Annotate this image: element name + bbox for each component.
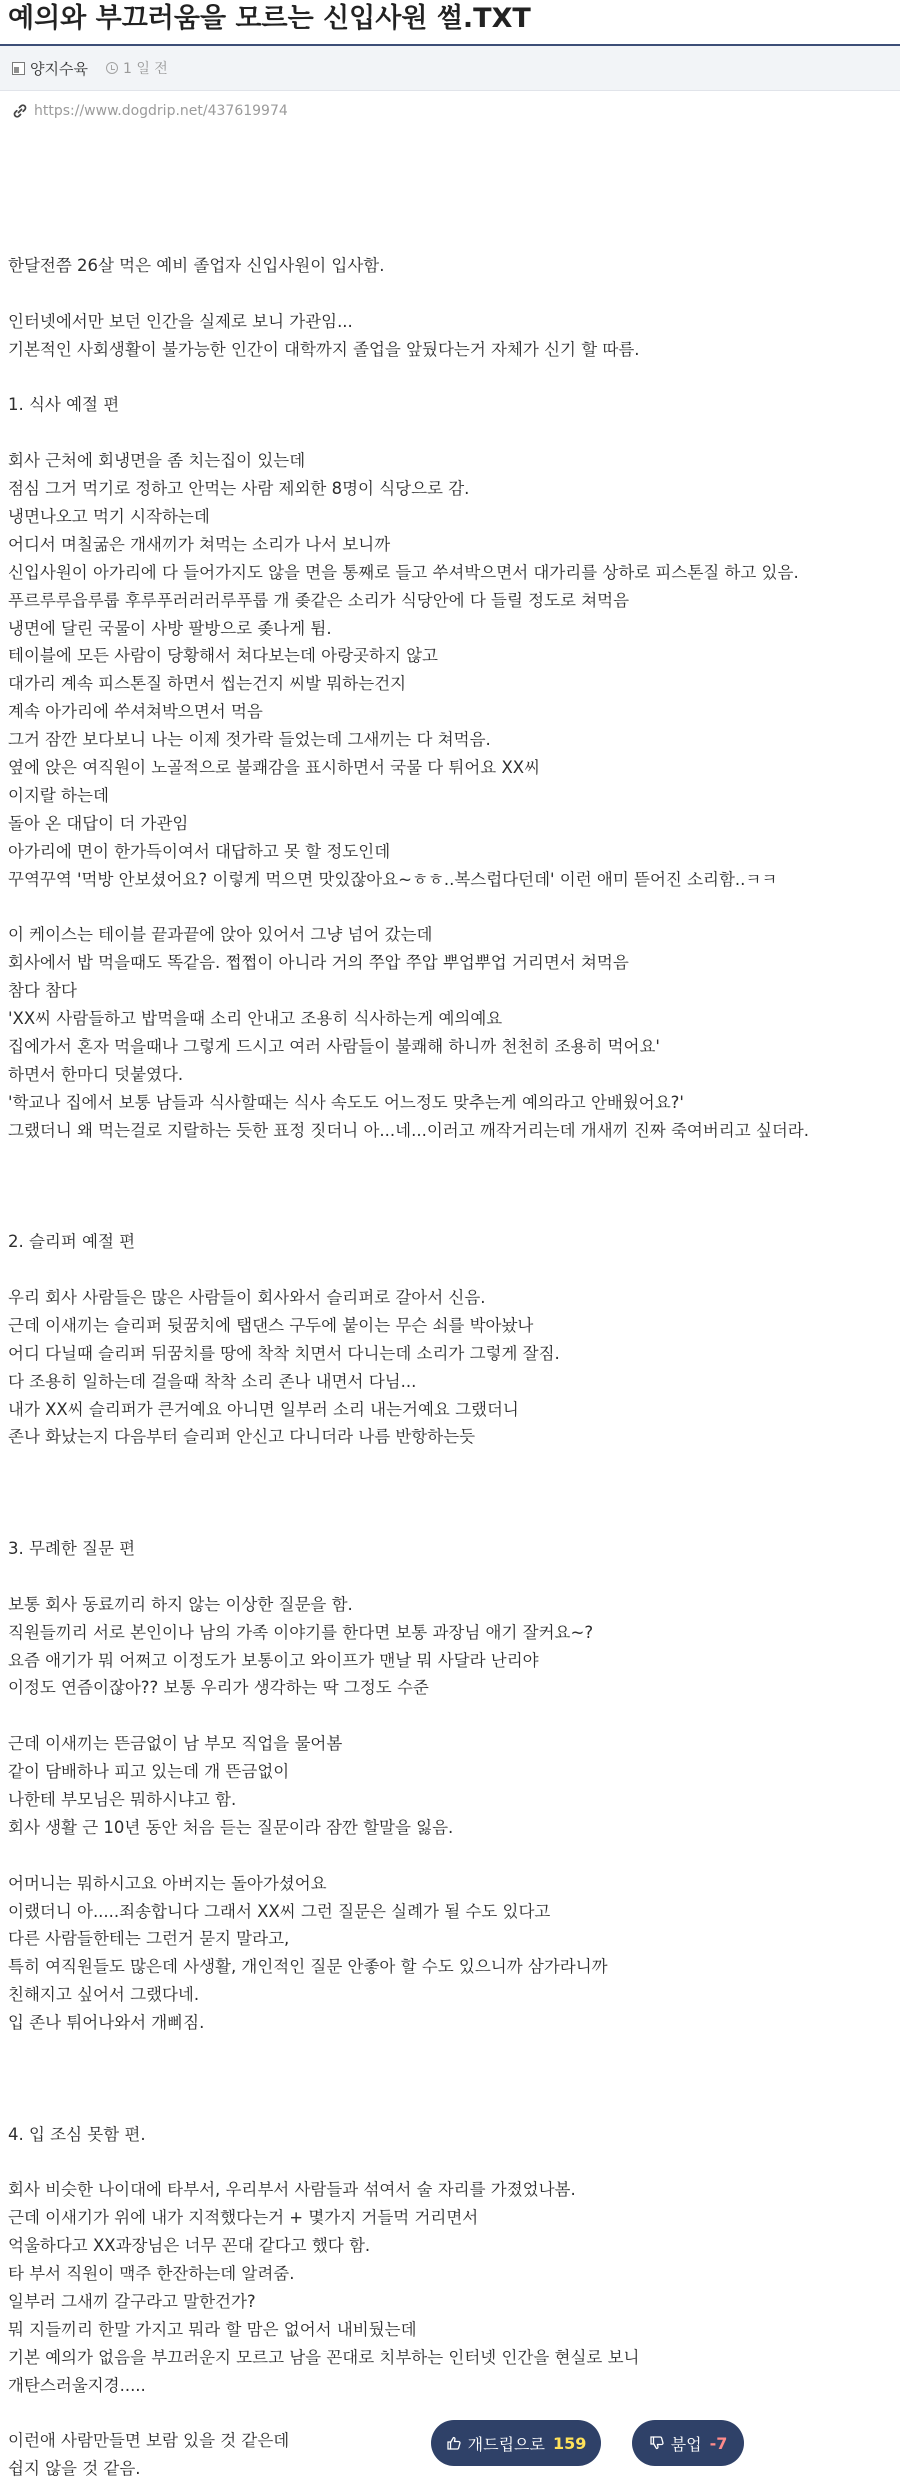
thumbs-down-icon [649,2435,665,2451]
body-line: 1. 식사 예절 편 [8,395,120,415]
clock-icon [106,62,118,74]
body-line: 뭐 지들끼리 한말 가지고 뭐라 할 맘은 없어서 내비뒀는데 [8,2319,417,2339]
body-line [8,1563,900,1591]
body-line [8,1200,900,1228]
body-line: 'XX씨 사람들하고 밥먹을때 소리 안내고 조용히 식사하는게 예의예요 [8,1009,503,1029]
body-line [8,1256,900,1284]
body-line: 이랬더니 아.....죄송합니다 그래서 XX씨 그런 질문은 실례가 될 수도 있다고 [8,1901,551,1921]
author-name: 양지수육 [30,59,88,78]
body-line: 계속 아가리에 쑤셔쳐박으면서 먹음 [8,702,263,722]
body-line: 그거 잠깐 보다보니 나는 이제 젓가락 들었는데 그새끼는 다 쳐먹음. [8,730,491,750]
body-line: 쉽지 않을 것 같음. [8,2459,141,2479]
body-line: 이정도 연즘이잖아?? 보통 우리가 생각하는 딱 그정도 수준 [8,1678,429,1698]
thumbs-up-icon [446,2435,462,2451]
body-line: 대가리 계속 피스톤질 하면서 씹는건지 씨발 뭐하는건지 [8,674,407,694]
body-line [8,419,900,447]
body-line: 억울하다고 XX과장님은 너무 꼰대 같다고 했다 함. [8,2236,371,2256]
body-line: 친해지고 싶어서 그랬다네. [8,1985,200,2005]
body-line: 어디 다닐때 슬리퍼 뒤꿈치를 땅에 착착 치면서 다니는데 소리가 그렇게 잘짐. [8,1343,560,1363]
body-line [8,1479,900,1507]
body-line [8,280,900,308]
body-line: 테이블에 모든 사람이 당황해서 쳐다보는데 아랑곳하지 않고 [8,646,438,666]
body-line [8,1145,900,1173]
body-line: 냉면에 달린 국물이 사방 팔방으로 좆나게 튐. [8,618,332,638]
body-line: 4. 입 조심 못함 편. [8,2124,146,2144]
upvote-count: 159 [552,2433,587,2453]
body-line: 이지랄 하는데 [8,785,109,805]
body-line: 개탄스러울지경..... [8,2375,146,2395]
body-line: 2. 슬리퍼 예절 편 [8,1232,136,1252]
post-time [106,58,168,78]
post-time-text: 1 일 전 [122,61,168,77]
body-line: 아가리에 면이 한가득이여서 대답하고 못 할 정도인데 [8,841,391,861]
upvote-button[interactable] [431,2420,601,2466]
body-line: '학교나 집에서 보통 남들과 식사할때는 식사 속도도 어느정도 맞추는게 예의라고 안배웠어요?' [8,1092,684,1112]
body-line: 근데 이새끼는 뜬금없이 남 부모 직업을 물어봄 [8,1734,343,1754]
body-line: 직원들끼리 서로 본인이나 남의 가족 이야기를 한다면 보통 과장님 애기 잘커요~? [8,1622,594,1642]
body-line [8,1507,900,1535]
body-line: 회사 비슷한 나이대에 타부서, 우리부서 사람들과 섞여서 술 자리를 가졌었나봄. [8,2180,576,2200]
author-link[interactable] [12,58,88,79]
downvote-button[interactable] [632,2420,744,2466]
body-line: 3. 무례한 질문 편 [8,1538,136,1558]
body-line [8,2037,900,2065]
body-line: 기본적인 사회생활이 불가능한 인간이 대학까지 졸업을 앞뒀다는거 자체가 신기 할 따름. [8,339,640,359]
body-line: 회사 근처에 회냉면을 좀 치는집이 있는데 [8,451,306,471]
post-url[interactable]: https://www.dogdrip.net/437619974 [34,103,288,119]
body-line: 돌아 온 대답이 더 가관임 [8,813,189,833]
body-line: 회사 생활 근 10년 동안 처음 듣는 질문이라 잠깐 할말을 잃음. [8,1817,454,1837]
body-line: 인터넷에서만 보던 인간을 실제로 보니 가관임... [8,311,353,331]
body-line [8,1842,900,1870]
body-line: 다른 사람들한테는 그런거 묻지 말라고, [8,1929,290,1949]
body-line: 하면서 한마디 덧붙였다. [8,1064,184,1084]
link-icon [12,103,28,119]
body-line [8,1702,900,1730]
body-line [8,893,900,921]
body-line: 기본 예의가 없음을 부끄러운지 모르고 남을 꼰대로 치부하는 인터넷 인간을 현실로 보니 [8,2347,640,2367]
body-line [8,1451,900,1479]
body-line: 나한테 부모님은 뭐하시냐고 함. [8,1789,237,1809]
post-body [0,131,900,2483]
post-url-row[interactable] [0,91,900,131]
body-line: 꾸역꾸역 '먹방 안보셨어요? 이렇게 먹으면 맛있잖아요~ㅎㅎ..복스럽다던데' 이런 애미 뜯어진 소리함..ㅋㅋ [8,869,778,889]
body-line: 집에가서 혼자 먹을때나 그렇게 드시고 여러 사람들이 불쾌해 하니까 천천히 조용히 먹어요' [8,1036,660,1056]
post-title: 예의와 부끄러움을 모르는 신입사원 썰.TXT [8,3,531,34]
body-line: 신입사원이 아가리에 다 들어가지도 않을 면을 통째로 들고 쑤셔박으면서 대가리를 상하로 피스톤질 하고 있음. [8,562,799,582]
post-meta-bar [0,44,900,91]
body-line: 어디서 며칠굶은 개새끼가 쳐먹는 소리가 나서 보니까 [8,534,391,554]
body-line: 한달전쯤 26살 먹은 예비 졸업자 신입사원이 입사함. [8,256,385,275]
downvote-count: -7 [709,2433,728,2453]
body-line: 보통 회사 동료끼리 하지 않는 이상한 질문을 함. [8,1594,353,1614]
body-line: 어머니는 뭐하시고요 아버지는 돌아가셨어요 [8,1873,327,1893]
body-line: 참다 참다 [8,981,78,1001]
body-line: 냉면나오고 먹기 시작하는데 [8,507,210,527]
body-line: 같이 담배하나 피고 있는데 개 뜬금없이 [8,1762,290,1782]
body-line: 다 조용히 일하는데 걸을때 착착 소리 존나 내면서 다님... [8,1371,417,1391]
downvote-label: 붐업 [670,2434,702,2454]
body-line: 회사에서 밥 먹을때도 똑같음. 쩝쩝이 아니라 거의 쭈압 쭈압 뿌업뿌업 거리면서 쳐먹음 [8,953,629,973]
upvote-label: 개드립으로 [467,2434,545,2454]
body-line: 입 존나 튀어나와서 개삐짐. [8,2013,205,2033]
post-header [0,0,900,131]
body-line [8,2065,900,2093]
body-line: 요즘 애기가 뭐 어쩌고 이정도가 보통이고 와이프가 맨날 뭐 사달라 난리야 [8,1650,539,1670]
body-line: 근데 이새끼는 슬리퍼 뒷꿈치에 탭댄스 구두에 붙이는 무슨 쇠를 박아놨나 [8,1315,534,1335]
body-line: 그랬더니 왜 먹는걸로 지랄하는 듯한 표정 짓더니 아...네...이러고 깨작거리는데 개새끼 진짜 죽여버리고 싶더라. [8,1120,809,1140]
body-line: 점심 그거 먹기로 정하고 안먹는 사람 제외한 8명이 식당으로 감. [8,479,470,499]
body-line: 일부러 그새끼 갈구라고 말한건가? [8,2292,256,2312]
body-line: 내가 XX씨 슬리퍼가 큰거예요 아니면 일부러 소리 내는거예요 그랬더니 [8,1399,519,1419]
body-line: 타 부서 직원이 맥주 한잔하는데 알려줌. [8,2264,295,2284]
body-line: 푸르루루읍루룹 후루푸러러러루푸룹 개 좆같은 소리가 식당안에 다 들릴 정도로 쳐먹음 [8,590,630,610]
body-line [8,364,900,392]
vote-area [0,2420,900,2470]
user-icon [12,62,25,75]
body-line: 이 케이스는 테이블 끝과끝에 앉아 있어서 그냥 넘어 갔는데 [8,925,433,945]
body-line: 근데 이새기가 위에 내가 지적했다는거 + 몇가지 거들먹 거리면서 [8,2208,479,2228]
body-line [8,2093,900,2121]
body-line [8,1172,900,1200]
body-line [8,2149,900,2177]
body-line: 우리 회사 사람들은 많은 사람들이 회사와서 슬리퍼로 갈아서 신음. [8,1287,486,1307]
body-line: 이런애 사람만들면 보람 있을 것 같은데 [8,2431,290,2451]
body-line: 옆에 앉은 여직원이 노골적으로 불쾌감을 표시하면서 국물 다 튀어요 XX씨 [8,758,541,778]
body-line: 존나 화났는지 다음부터 슬리퍼 안신고 다니더라 나름 반항하는듯 [8,1427,476,1447]
body-line: 특히 여직원들도 많은데 사생활, 개인적인 질문 안좋아 할 수도 있으니까 삼가라니까 [8,1957,608,1977]
